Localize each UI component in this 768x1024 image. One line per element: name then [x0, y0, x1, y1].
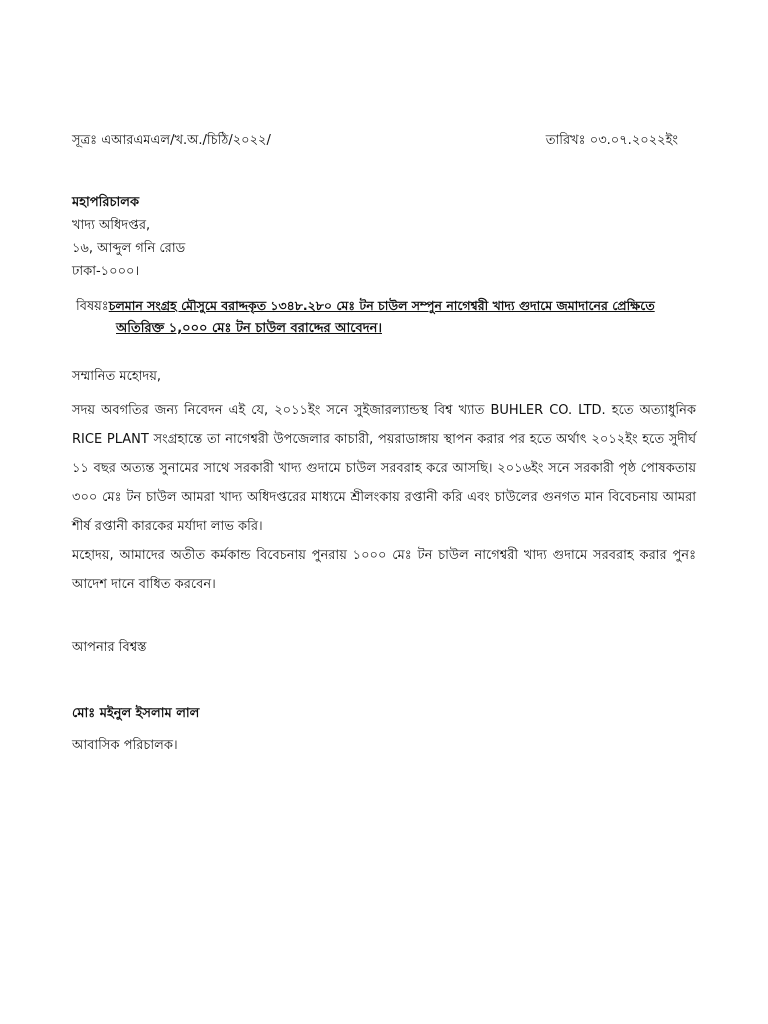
- letter-body: [72, 396, 696, 599]
- subject-line-1: চলমান সংগ্রহ মৌসুমে বরাদ্দকৃত ১৩৪৮.২৮০ মেঃ টন চাউল সম্পুন নাগেশ্বরী খাদ্য গুদামে জমাদানের প্রেক্ষিতে: [108, 298, 655, 313]
- subject-label: বিষয়ঃ: [76, 299, 109, 314]
- salutation: সম্মানিত মহোদয়,: [72, 369, 162, 384]
- reference-number: সূত্রঃ এআরএমএল/খ.অ./চিঠি/২০২২/: [72, 133, 271, 148]
- recipient-line-2: ১৬, আব্দুল গনি রোড: [72, 241, 186, 256]
- closing: আপনার বিশ্বস্ত: [72, 640, 147, 655]
- subject-line-2: অতিরিক্ত ১,০০০ মেঃ টন চাউল বরাদ্দের আবেদন।: [116, 321, 382, 336]
- subject-block: [76, 295, 706, 340]
- signer-name: মোঃ মইনুল ইসলাম লাল: [72, 706, 200, 721]
- recipient-line-1: খাদ্য অধিদপ্তর,: [72, 218, 151, 233]
- signer-designation: আবাসিক পরিচালক।: [72, 738, 178, 753]
- recipient-address: [72, 191, 185, 283]
- letter-date: তারিখঃ ০৩.০৭.২০২২ইং: [545, 133, 678, 148]
- body-paragraph-1: সদয় অবগতির জন্য নিবেদন এই যে, ২০১১ইং সনে সুইজারল্যান্ডস্থ বিশ্ব খ্যাত BUHLER CO. LTD. হতে অত্যাধুনিক RICE PLANT সংগ্রহান্তে তা নাগেশ্বরী উপজেলার কাচারী, পয়রাডাঙ্গায় স্থাপন করার পর হতে অর্থাৎ ২০১২ইং হতে সুদীর্ঘ ১১ বছর অত্যন্ত সুনামের সাথে সরকারী খাদ্য গুদামে চাউল সরবরাহ করে আসছি। ২০১৬ইং সনে সরকারী পৃষ্ঠ পোষকতায় ৩০০ মেঃ টন চাউল আমরা খাদ্য অধিদপ্তরের মাধ্যমে শ্রীলংকায় রপ্তানী করি এবং চাউলের গুনগত মান বিবেচনায় আমরা শীর্ষ রপ্তানী কারকের মর্যাদা লাভ করি।: [72, 403, 696, 534]
- recipient-line-3: ঢাকা-১০০০।: [72, 264, 140, 279]
- body-paragraph-2: মহোদয়, আমাদের অতীত কর্মকান্ড বিবেচনায় পুনরায় ১০০০ মেঃ টন চাউল নাগেশ্বরী খাদ্য গুদামে সরবরাহ করার পুনঃ আদেশ দানে বাধিত করবেন।: [72, 548, 696, 592]
- recipient-title: মহাপরিচালক: [72, 195, 140, 210]
